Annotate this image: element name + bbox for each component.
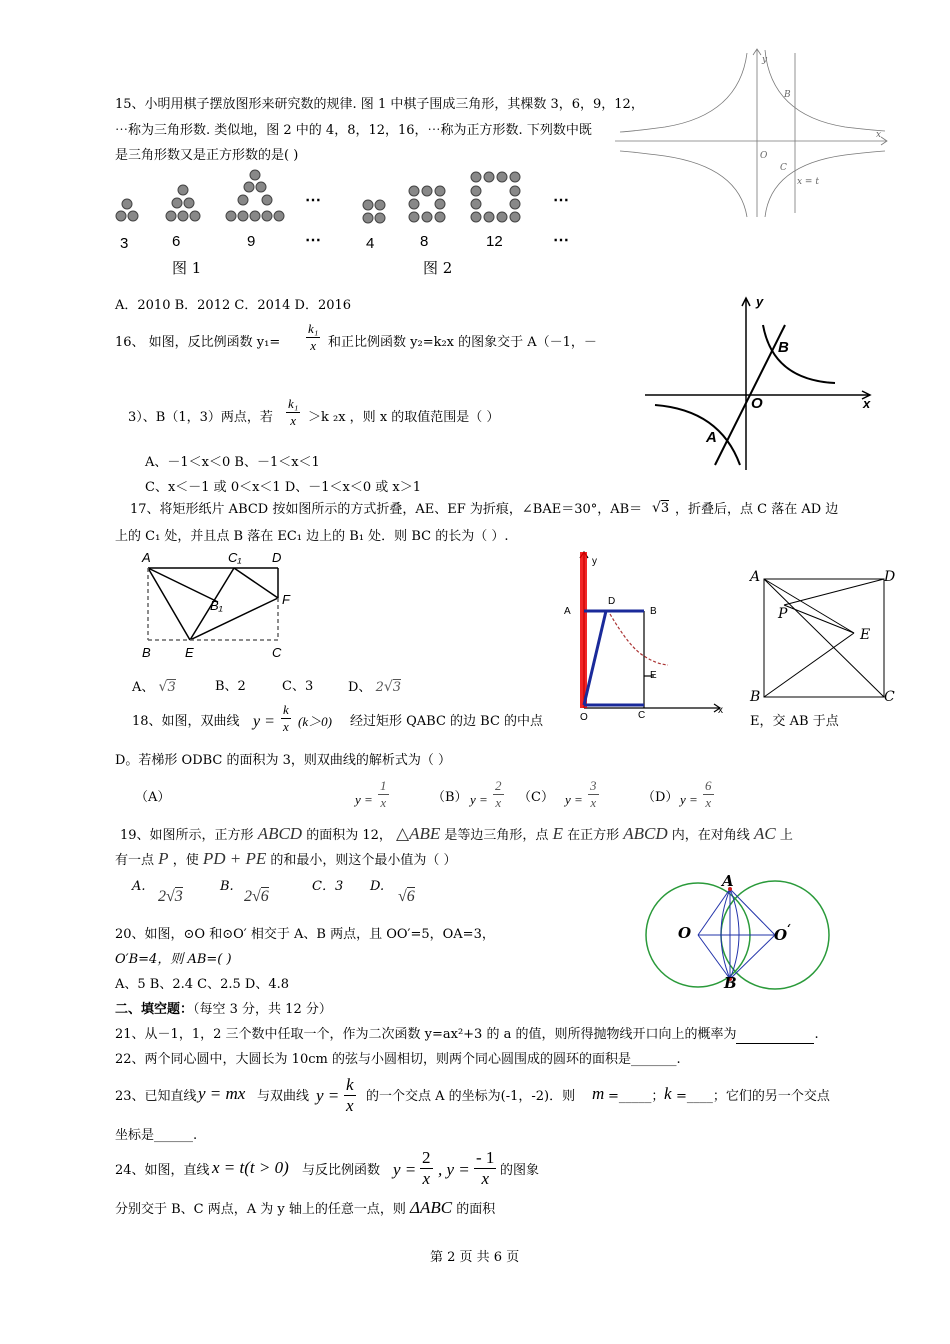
graph-q16 — [645, 295, 875, 470]
q22-blank[interactable]: _______ — [630, 1052, 677, 1067]
q17-opt-d-coef: 2 — [375, 680, 384, 695]
section2-note: （每空 3 分，共 12 分） — [193, 1002, 332, 1017]
graph-top-y: y — [762, 55, 768, 65]
graph-top-O: O — [760, 151, 768, 161]
q24-p3: 的图象 — [500, 1163, 540, 1178]
q17-opt-c: C、3 — [282, 679, 314, 694]
q16-options-ab: A、－1＜x＜0 B、－1＜x＜1 — [145, 455, 320, 470]
fig2-label-8: 8 — [420, 233, 429, 250]
q17-line1-post: ，折叠后，点 C 落在 AD 边 — [675, 502, 839, 517]
q18-prefix: 18、如图，双曲线 — [132, 714, 240, 729]
graph-q18 — [570, 548, 730, 723]
q21-text: 21、从－1，1，2 三个数中任取一个，作为二次函数 y=ax²+3 的 a 的值，则所得抛物线开口向上的概率为 — [115, 1027, 737, 1042]
q18-fraction — [281, 702, 291, 735]
fig2-caption: 图 2 — [423, 259, 453, 277]
q19-ac: AC — [753, 824, 776, 843]
q18-opt-a-frac — [378, 778, 389, 811]
fig20-O: O — [678, 924, 692, 942]
q17-opt-d: D、 2√3 — [348, 679, 402, 695]
q18-opt-a-den: x — [380, 795, 387, 810]
q19-opt-b-label: B. — [220, 879, 234, 894]
fig1-label-3: 3 — [120, 235, 129, 252]
q18-mid: 经过矩形 QABC 的边 BC 的中点 — [350, 714, 544, 729]
q24-y1: y = — [393, 1160, 417, 1179]
q23-p5: =____；它们的另一个交点 — [676, 1089, 830, 1104]
fig20-O2: O — [774, 926, 788, 944]
graph-top-B: B — [784, 90, 791, 100]
section2-title: 二、填空题： — [115, 1002, 194, 1017]
q19-opt-a-rad: 3 — [174, 888, 183, 905]
q18-opt-b-label: （B） — [432, 790, 468, 805]
fig2-ellipsis-bottom: ⋯ — [553, 230, 569, 249]
q24-line2 — [115, 1200, 495, 1218]
fig17-A: A — [142, 550, 151, 565]
q16-prefix: 16、 如图，反比例函数 y₁= — [115, 335, 281, 350]
q22-text: 22、两个同心圆中，大圆长为 10cm 的弦与小圆相切，则两个同心圆围成的圆环的面积是 — [115, 1052, 631, 1067]
q23-line2: 坐标是______. — [115, 1128, 198, 1143]
q19-p: P — [158, 849, 169, 868]
q19-opt-d-rad: 6 — [406, 888, 415, 905]
q17-line1: 17、将矩形纸片 ABCD 按如图所示的方式折叠，AE、EF 为折痕，∠BAE＝30°，AB＝ — [130, 502, 643, 517]
q16-frac2-num: k₁ — [288, 396, 299, 411]
q18-opt-d-frac — [703, 778, 714, 811]
fig1-ellipsis-top: ⋯ — [305, 190, 321, 209]
q23-p2: 与双曲线 — [257, 1089, 310, 1104]
graph16-x: x — [863, 396, 871, 411]
q18-opt-d-label: （D） — [642, 790, 679, 805]
q19-p5: 内，在对角线 — [671, 828, 750, 843]
graph16-A: A — [706, 429, 717, 446]
q17-opt-a-label: A、 — [132, 680, 155, 695]
q20-line1: 20、如图，⊙O 和⊙O′ 相交于 A、B 两点，且 OO′=5，OA=3， — [115, 927, 495, 942]
q19-opt-a-coef: 2 — [158, 888, 166, 905]
sq19-A: A — [750, 569, 761, 585]
graph16-O: O — [751, 395, 763, 412]
q17-opt-d-rad: 3 — [392, 680, 402, 695]
q18-line2: D。若梯形 ODBC 的面积为 3，则双曲线的解析式为（ ） — [115, 753, 452, 768]
q15-pebble-figures — [110, 167, 590, 247]
q23-frac — [344, 1075, 356, 1116]
graph-top-xt: x = t — [797, 177, 819, 187]
page-footer: 第 2 页 共 6 页 — [430, 1250, 520, 1265]
fig2-ellipsis-top: ⋯ — [553, 190, 569, 209]
fig17-F: F — [282, 592, 290, 607]
q18-y-eq: y = — [253, 713, 275, 730]
q24-frac2-den: x — [481, 1169, 489, 1188]
q23-k: k — [664, 1084, 672, 1103]
q18-opt-b-den: x — [495, 795, 502, 810]
fig1-label-6: 6 — [172, 233, 181, 250]
q16-line2-pre: 3）、B（1，3）两点，若 — [128, 410, 273, 425]
q23-m: m — [592, 1084, 605, 1103]
q19-p2: 的面积为 12， — [306, 828, 392, 843]
fig20-B: B — [724, 974, 737, 992]
fig-q19-square — [760, 575, 900, 705]
q18-frac-num: k — [283, 702, 289, 717]
q19-line1 — [120, 826, 793, 844]
q16-frac2-den: x — [290, 413, 297, 428]
graph-top-x: x — [876, 130, 882, 140]
q19-opt-b-rad: 6 — [260, 888, 269, 905]
q18-opt-b-num: 2 — [495, 778, 502, 793]
q17-sqrt3: √3 — [652, 500, 670, 516]
q15-line2: ⋯称为三角形数. 类似地，图 2 中的 4，8，12，16，⋯称为正方形数. 下列数中既 — [115, 123, 592, 138]
q17-line2: 上的 C₁ 处，并且点 B 落在 EC₁ 边上的 B₁ 处．则 BC 的长为（ ）. — [115, 529, 509, 544]
q17-opt-a-rad: 3 — [167, 680, 176, 695]
graph18-A: A — [564, 606, 571, 617]
q24-tri: ΔABC — [410, 1198, 453, 1217]
graph18-B: B — [650, 606, 657, 617]
q24-eq1: x = t(t > 0) — [212, 1158, 289, 1177]
q16-options-cd: C、x＜－1 或 0＜x＜1 D、－1＜x＜0 或 x＞1 — [145, 480, 421, 495]
sq19-D: D — [884, 569, 896, 585]
q20-options: A、5 B、2.4 C、2.5 D、4.8 — [115, 977, 290, 992]
q23-eq1: y = mx — [198, 1084, 246, 1103]
q18-opt-c-frac — [588, 778, 599, 811]
q18-opt-c-y: y = — [565, 792, 583, 807]
q23-p1: 23、已知直线 — [115, 1089, 197, 1104]
fig1-label-9: 9 — [247, 233, 256, 250]
q19-opt-c: C．3 — [312, 879, 344, 894]
q18-opt-a-num: 1 — [380, 778, 387, 793]
q19-p6: 上 — [779, 828, 793, 843]
graph18-D: D — [608, 596, 616, 607]
q24-frac1-den: x — [422, 1169, 431, 1188]
fig1-ellipsis-bottom: ⋯ — [305, 230, 321, 249]
q15-line3: 是三角形数又是正方形数的是( ) — [115, 148, 299, 163]
graph18-C: C — [638, 710, 646, 721]
fig17-B1: B₁ — [210, 598, 223, 613]
q16-fraction-2 — [286, 396, 300, 429]
q15-line1: 15、小明用棋子摆放图形来研究数的规律. 图 1 中棋子围成三角形，其棵数 3，6，9，12， — [115, 97, 644, 112]
fig17-C1: C₁ — [228, 550, 242, 565]
q17-opt-a: A、 √3 — [132, 679, 176, 695]
q19-abcd2: ABCD — [623, 824, 668, 843]
q18-opt-c-den: x — [590, 795, 597, 810]
q22-end: . — [676, 1052, 681, 1067]
fig-q20-circles — [640, 872, 840, 995]
q18-opt-b-y: y = — [470, 792, 488, 807]
q18-frac-den: x — [283, 719, 289, 734]
fig17-B: B — [142, 645, 151, 660]
q16-frac-den: x — [310, 338, 317, 353]
q18-opt-d-num: 6 — [705, 778, 712, 793]
q21 — [115, 1027, 819, 1044]
q19-l2a: 有一点 — [115, 853, 155, 868]
q19-line2 — [115, 851, 457, 869]
q19-opt-b: 2√6 — [244, 888, 269, 905]
q18-right: E，交 AB 于点 — [750, 714, 839, 729]
q23-p4: =_____； — [608, 1089, 665, 1104]
graph-top-C: C — [780, 163, 787, 173]
fig17-E: E — [185, 645, 194, 660]
q19-opt-a-label: A. — [132, 879, 146, 894]
q24-frac1-num: 2 — [422, 1148, 431, 1167]
q19-opt-d: √6 — [398, 888, 415, 905]
graph18-E: E — [650, 670, 657, 681]
sq19-C: C — [884, 689, 895, 705]
q18-opt-c-label: （C） — [518, 790, 554, 805]
q21-blank[interactable] — [736, 1027, 814, 1044]
q19-opt-a: 2√3 — [158, 888, 183, 905]
q18-opt-d-y: y = — [680, 792, 698, 807]
q24-p1: 24、如图，直线 — [115, 1163, 210, 1178]
graph-hyperbola-top — [615, 45, 890, 220]
q23-den: x — [346, 1096, 354, 1115]
q19-e: E — [552, 824, 563, 843]
graph18-y: y — [592, 556, 597, 567]
q23-num: k — [346, 1075, 354, 1094]
fig20-A: A — [722, 872, 734, 890]
graph16-B: B — [778, 339, 789, 356]
q24-line2-text: 分别交于 B、C 两点，A 为 y 轴上的任意一点，则 — [115, 1202, 406, 1217]
sq19-B: B — [750, 689, 761, 705]
q18-cond: (k＞0) — [298, 714, 332, 729]
fig1-caption: 图 1 — [172, 259, 202, 277]
q18-opt-b-frac — [493, 778, 504, 811]
q16-frac-num: k₁ — [308, 321, 319, 336]
q24-frac2-num: - 1 — [476, 1148, 495, 1167]
q23-p3: 的一个交点 A 的坐标为(-1，-2)．则 — [366, 1089, 576, 1104]
q19-l2c: 的和最小，则这个最小值为（ ） — [270, 853, 457, 868]
section2-heading — [115, 1002, 332, 1018]
q24-comma: , y = — [438, 1160, 470, 1179]
q19-l2b: ，使 — [172, 853, 199, 868]
q16-mid: 和正比例函数 y₂=k₂x 的图象交于 A（－1，－ — [328, 335, 597, 350]
sq19-P: P — [778, 606, 788, 622]
q18-opt-d-den: x — [705, 795, 712, 810]
q18-opt-c-num: 3 — [590, 778, 597, 793]
q17-sqrt3-rad: 3 — [660, 501, 670, 516]
q17-opt-b: B、2 — [215, 679, 246, 694]
q19-opt-b-coef: 2 — [244, 888, 252, 905]
q16-line2-post: ＞k ₂x ，则 x 的取值范围是（ ） — [308, 410, 500, 425]
graph18-x: x — [718, 705, 723, 716]
q18-opt-a-label: （A） — [135, 790, 171, 805]
fig20-O-prime — [774, 922, 791, 945]
q22 — [115, 1052, 681, 1068]
fig17-D: D — [272, 550, 282, 565]
q19-expr: PD + PE — [202, 849, 267, 868]
q19-tri: △ABE — [396, 824, 441, 843]
q24-frac2 — [474, 1148, 496, 1189]
fig2-label-12: 12 — [486, 233, 503, 250]
q18-opt-a-y: y = — [355, 792, 373, 807]
q23-y: y = — [316, 1086, 340, 1105]
graph18-O: O — [580, 712, 588, 723]
fig20-prime: ‘ — [787, 922, 791, 935]
fig17-C: C — [272, 645, 282, 660]
graph16-y: y — [756, 294, 764, 309]
q19-opt-d-label: D. — [370, 879, 385, 894]
q20-line2: O′B=4，则 AB=( ) — [115, 952, 232, 967]
q24-p2: 与反比例函数 — [302, 1163, 381, 1178]
fig2-label-4: 4 — [366, 235, 375, 252]
q19-p4: 在正方形 — [567, 828, 620, 843]
q15-options: A．2010 B．2012 C．2014 D．2016 — [115, 298, 352, 313]
q19-abcd: ABCD — [257, 824, 303, 843]
q17-opt-d-label: D、 — [348, 680, 372, 695]
q19-p3: 是等边三角形，点 — [444, 828, 549, 843]
q21-end: . — [814, 1027, 819, 1042]
sq19-E: E — [860, 627, 871, 643]
q16-fraction — [306, 321, 320, 354]
q24-frac1 — [420, 1148, 433, 1189]
q24-line2-end: 的面积 — [456, 1202, 496, 1217]
q19-p1: 19、如图所示，正方形 — [120, 828, 254, 843]
